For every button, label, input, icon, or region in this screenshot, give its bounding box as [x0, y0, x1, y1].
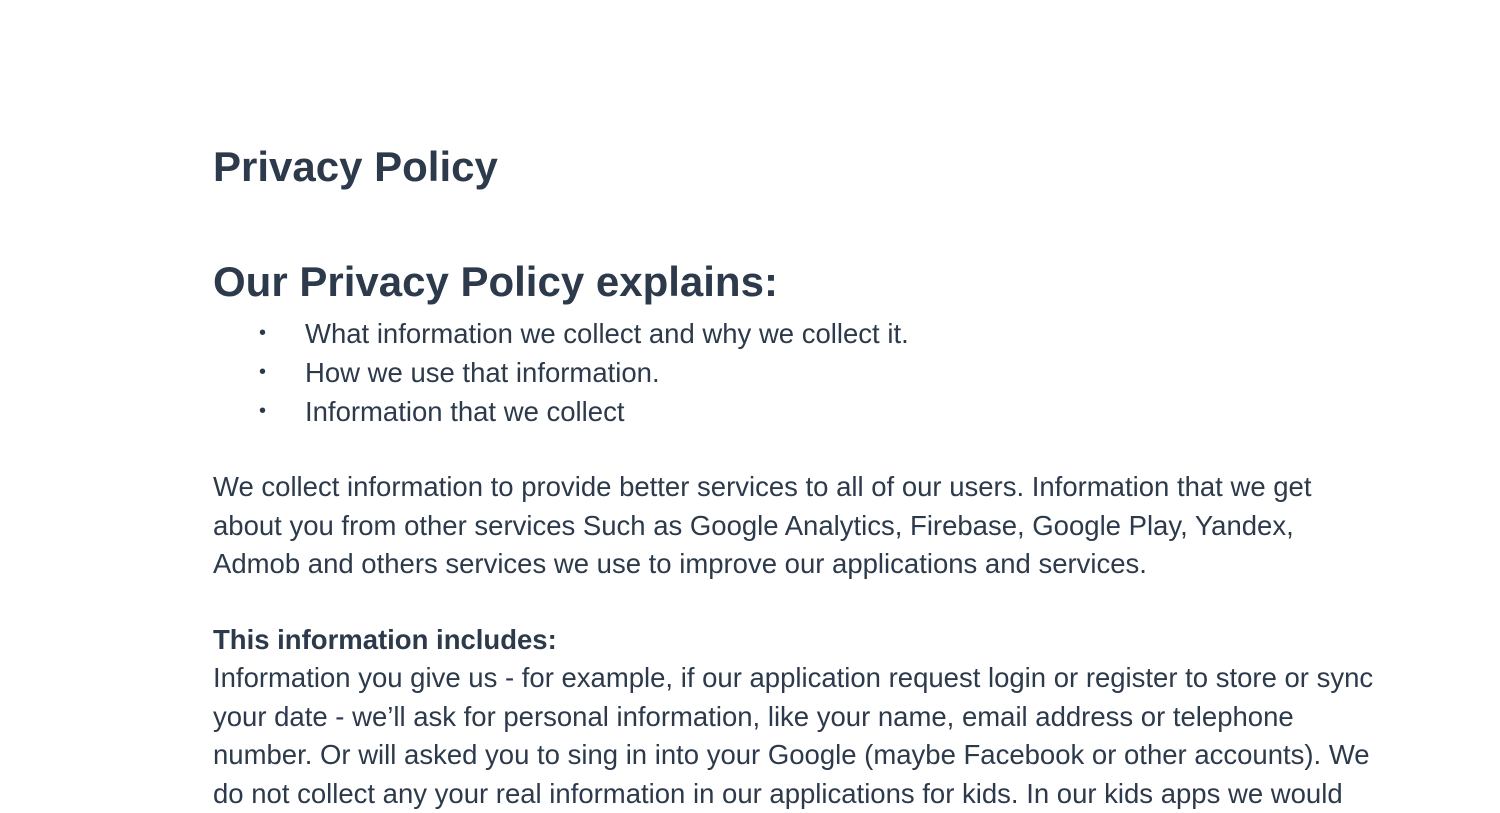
- paragraph-line: your date - we’ll ask for personal information, like your name, email address or telephone: [213, 698, 1393, 737]
- paragraph-line: about you from other services Such as Google Analytics, Firebase, Google Play, Yandex,: [213, 507, 1393, 546]
- list-item-text: How we use that information.: [305, 357, 660, 388]
- explains-bullet-list: [213, 314, 909, 431]
- list-item-text: Information that we collect: [305, 396, 624, 427]
- intro-paragraph: [213, 468, 1393, 584]
- section-heading-explains: Our Privacy Policy explains:: [213, 258, 778, 306]
- bullet-icon: •: [259, 314, 266, 353]
- bullet-icon: •: [259, 392, 266, 431]
- list-item: [213, 314, 909, 353]
- page-title: Privacy Policy: [213, 143, 498, 191]
- paragraph-line: number. Or will asked you to sing in into your Google (maybe Facebook or other accounts). We: [213, 736, 1393, 775]
- section-heading-includes: This information includes:: [213, 621, 557, 659]
- paragraph-line: We collect information to provide better services to all of our users. Information that we get: [213, 468, 1393, 507]
- paragraph-line: do not collect any your real information in our applications for kids. In our kids apps we would: [213, 775, 1393, 813]
- includes-paragraph: [213, 659, 1393, 813]
- list-item-text: What information we collect and why we collect it.: [305, 318, 909, 349]
- list-item: [213, 353, 909, 392]
- paragraph-line: Information you give us - for example, if our application request login or register to store or sync: [213, 659, 1393, 698]
- bullet-icon: •: [259, 353, 266, 392]
- list-item: [213, 392, 909, 431]
- paragraph-line: Admob and others services we use to improve our applications and services.: [213, 545, 1393, 584]
